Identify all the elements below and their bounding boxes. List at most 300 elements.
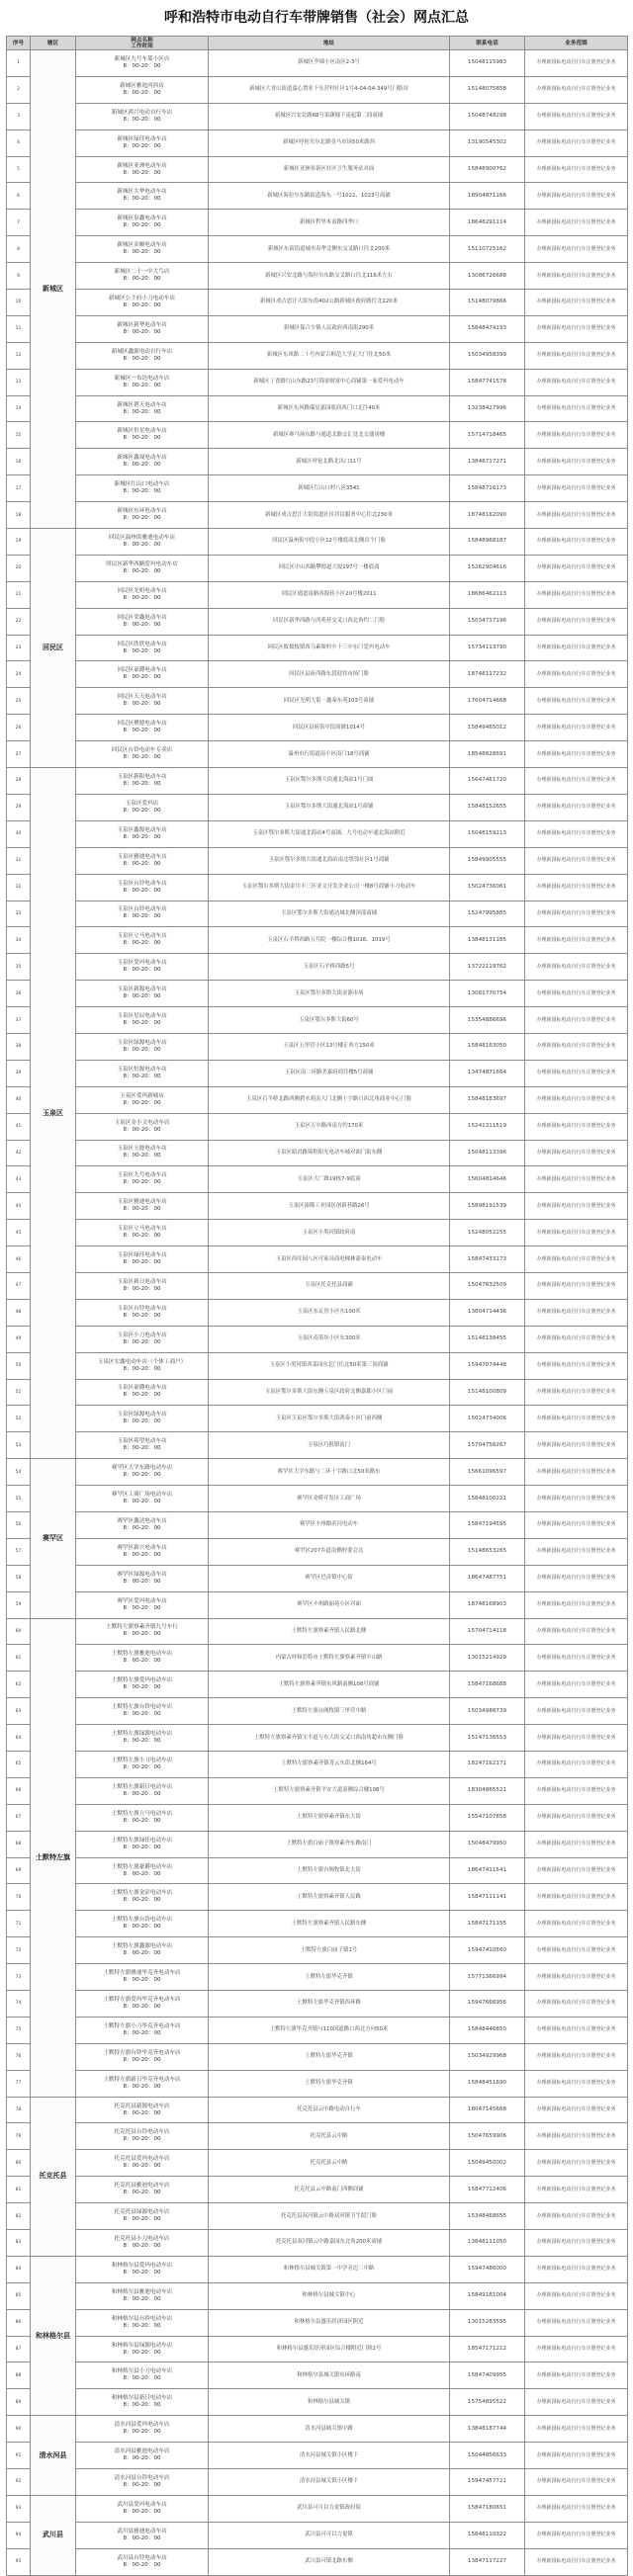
outlet-name-cell (76, 2203, 209, 2230)
business-scope: 办理新国标电动自行车注册登记业务 (525, 2362, 628, 2389)
outlet-name: 新城区恒星电动车店 (117, 428, 167, 435)
outlet-name-cell (76, 1618, 209, 1645)
table-row (7, 581, 628, 608)
outlet-name-cell (76, 1831, 209, 1857)
working-hours: 8：00-20：00 (123, 1844, 161, 1850)
working-hours: 8：00-20：00 (123, 2190, 161, 2196)
business-scope: 办理新国标电动自行车注册登记业务 (525, 76, 628, 103)
table-row (7, 1645, 628, 1672)
business-scope: 办理新国标电动自行车注册登记业务 (525, 927, 628, 954)
outlet-address: 武川县可镇北路东侧 (209, 2548, 450, 2575)
outlet-address: 新城区呼伦北路北出口11号 (209, 449, 450, 475)
business-scope: 办理新国标电动自行车注册登记业务 (525, 1511, 628, 1538)
table-row (7, 1672, 628, 1698)
table-row (7, 1725, 628, 1752)
business-scope: 办理新国标电动自行车注册登记业务 (525, 1007, 628, 1034)
table-row (7, 1565, 628, 1591)
outlet-name-cell (76, 1220, 209, 1246)
outlet-table (6, 36, 628, 2576)
business-scope: 办理新国标电动自行车注册登记业务 (525, 369, 628, 395)
outlet-name-cell (76, 1086, 209, 1113)
table-row (7, 342, 628, 369)
business-scope: 办理新国标电动自行车注册登记业务 (525, 1672, 628, 1698)
outlet-name: 土默特左旗绿源电动车店 (111, 1731, 173, 1738)
business-scope: 办理新国标电动自行车注册登记业务 (525, 2548, 628, 2575)
working-hours: 8：00-20：00 (123, 2216, 161, 2223)
outlet-name-cell (76, 449, 209, 475)
outlet-phone: 15604814646 (450, 1166, 525, 1193)
outlet-name: 赛罕区大学东路电动车店 (111, 1465, 173, 1472)
outlet-name-cell (76, 1777, 209, 1804)
outlet-phone: 15110725162 (450, 236, 525, 263)
business-scope: 办理新国标电动自行车注册登记业务 (525, 1432, 628, 1459)
table-row (7, 395, 628, 422)
business-scope: 办理新国标电动自行车注册登记业务 (525, 874, 628, 901)
row-index: 63 (7, 1698, 31, 1725)
outlet-phone: 18904871166 (450, 183, 525, 210)
row-index: 17 (7, 475, 31, 502)
outlet-name-cell (76, 2097, 209, 2123)
outlet-name-cell (76, 2043, 209, 2070)
business-scope: 办理新国标电动自行车注册登记业务 (525, 1166, 628, 1193)
working-hours: 8：00-20：00 (123, 2561, 161, 2568)
outlet-address: 新城区海拉尔东路街道海东一号1022、1023号商铺 (209, 183, 450, 210)
row-index: 61 (7, 1645, 31, 1672)
outlet-name: 新城区一布达电动车店 (114, 375, 170, 382)
table-body (7, 50, 628, 2576)
working-hours: 8：00-20：00 (123, 647, 161, 654)
working-hours: 8：00-20：00 (123, 1870, 161, 1877)
business-scope: 办理新国标电动自行车注册登记业务 (525, 1220, 628, 1246)
outlet-name: 赛罕区工商广场电动车店 (111, 1492, 173, 1499)
business-scope: 办理新国标电动自行车注册登记业务 (525, 1698, 628, 1725)
outlet-name: 赛罕区新兴电动车店 (117, 1544, 167, 1551)
outlet-address: 玉泉区石羊桥西路5号 (209, 954, 450, 981)
outlet-name-cell (76, 1698, 209, 1725)
outlet-name-cell (76, 688, 209, 715)
working-hours: 8：00-20：00 (123, 2349, 161, 2356)
working-hours: 8：00-20：00 (123, 1312, 161, 1319)
row-index: 83 (7, 2230, 31, 2257)
business-scope: 办理新国标电动自行车注册登记业务 (525, 1406, 628, 1432)
outlet-name: 托克托县雅迪电动车店 (114, 2183, 170, 2190)
table-row (7, 555, 628, 581)
outlet-address: 回民区攸攸板镇西乌素图村中十三中东门爱玛电动车 (209, 635, 450, 661)
outlet-address: 土默特左旗察素齐镇人民路北侧 (209, 1618, 450, 1645)
business-scope: 办理新国标电动自行车注册登记业务 (525, 901, 628, 927)
outlet-name-cell (76, 2416, 209, 2443)
working-hours: 8：00-20：00 (123, 1711, 161, 1718)
working-hours: 8：00-20：00 (123, 2455, 161, 2462)
outlet-name-cell (76, 954, 209, 981)
outlet-phone: 15262904616 (450, 555, 525, 581)
outlet-address: 清水河县城关镇小区楼下 (209, 2469, 450, 2496)
row-index: 10 (7, 290, 31, 316)
outlet-phone: 13848111050 (450, 2230, 525, 2257)
row-index: 7 (7, 210, 31, 236)
outlet-name-cell (76, 1193, 209, 1220)
outlet-address: 新城区保合少镇人民政府西南街290米 (209, 315, 450, 342)
outlet-name-cell (76, 1884, 209, 1911)
table-row (7, 210, 628, 236)
outlet-name: 玉泉区小刀电动车店 (117, 1331, 167, 1338)
row-index: 4 (7, 129, 31, 156)
row-index: 93 (7, 2495, 31, 2522)
outlet-phone: 18047145668 (450, 2097, 525, 2123)
working-hours: 8：00-20：00 (123, 1977, 161, 1984)
row-index: 78 (7, 2097, 31, 2123)
business-scope: 办理新国标电动自行车注册登记业务 (525, 2522, 628, 2548)
table-row (7, 1538, 628, 1565)
row-index: 45 (7, 1220, 31, 1246)
business-scope: 办理新国标电动自行车注册登记业务 (525, 581, 628, 608)
outlet-address: 玉泉区鄂尔多斯大街通北海站1号门面 (209, 768, 450, 795)
outlet-name: 玉泉区雅迪电动车店 (117, 1199, 167, 1206)
outlet-phone: 15348468655 (450, 2203, 525, 2230)
working-hours: 8：00-20：00 (123, 1738, 161, 1745)
outlet-phone: 15048113396 (450, 1140, 525, 1166)
outlet-address: 土默特左旗毕克齐镇西环路 (209, 1991, 450, 2018)
outlet-name: 新城区二十一中大鸟店 (114, 269, 170, 276)
outlet-name: 土默特左旗金彭电动车店 (111, 1890, 173, 1897)
outlet-address: 玉泉区托克托县商铺 (209, 1272, 450, 1299)
district-cell: 武川县 (31, 2495, 76, 2575)
outlet-name: 玉泉区爱玛店 (125, 800, 159, 807)
outlet-name-cell (76, 661, 209, 688)
working-hours: 8：00-20：00 (123, 1684, 161, 1691)
outlet-address: 回民区中山西路攀德道大厦197号一楼底商 (209, 555, 450, 581)
outlet-address: 土默特左旗察素齐镇人民路东侧 (209, 1911, 450, 1937)
row-index: 66 (7, 1777, 31, 1804)
working-hours: 8：00-20：00 (123, 567, 161, 574)
outlet-name: 新城区公主府小刀电动车店 (108, 295, 176, 301)
table-row (7, 1406, 628, 1432)
outlet-phone: 15647461720 (450, 768, 525, 795)
outlet-address: 玉泉区玉泉区鄂尔多斯大街鸿泰小区门前西侧 (209, 1406, 450, 1432)
business-scope: 办理新国标电动自行车注册登记业务 (525, 1379, 628, 1406)
table-row (7, 2443, 628, 2469)
table-row (7, 1140, 628, 1166)
row-index: 80 (7, 2150, 31, 2177)
outlet-address: 新城区哲里木南路四季口 (209, 210, 450, 236)
table-row (7, 1299, 628, 1326)
outlet-name: 赛罕区鑫达电动车店 (117, 1517, 167, 1524)
outlet-address: 武川县可可以力更镇政府街 (209, 2495, 450, 2522)
outlet-address: 新城区赛马场东路与通道北路交汇处北交通岗楼 (209, 422, 450, 449)
outlet-address: 玉泉区五里营小区13号楼正西方150米 (209, 1033, 450, 1060)
outlet-phone: 15034958399 (450, 342, 525, 369)
row-index: 30 (7, 820, 31, 847)
outlet-name-cell (76, 395, 209, 422)
outlet-phone: 18748117232 (450, 661, 525, 688)
outlet-name: 玉泉区绿源电动车店 (117, 1412, 167, 1418)
outlet-name-cell (76, 1140, 209, 1166)
table-row (7, 688, 628, 715)
table-row (7, 1326, 628, 1352)
outlet-name: 玉泉区台铃电动车店 (117, 880, 167, 887)
outlet-address: 赛罕区金桥开发区工商广场 (209, 1486, 450, 1512)
business-scope: 办理新国标电动自行车注册登记业务 (525, 475, 628, 502)
outlet-phone: 17604714668 (450, 688, 525, 715)
table-row (7, 1220, 628, 1246)
outlet-name-cell (76, 1645, 209, 1672)
outlet-phone: 15714718465 (450, 422, 525, 449)
row-index: 53 (7, 1432, 31, 1459)
working-hours: 8：00-20：00 (123, 2534, 161, 2541)
table-row (7, 2495, 628, 2522)
table-row (7, 2389, 628, 2416)
outlet-name-cell (76, 1246, 209, 1273)
working-hours: 8：00-20：00 (123, 1658, 161, 1665)
outlet-name: 玉泉区绿佳电动车店 (117, 1252, 167, 1259)
outlet-name-cell (76, 741, 209, 768)
header-phone: 联系电话 (450, 37, 525, 50)
table-row (7, 76, 628, 103)
row-index: 34 (7, 927, 31, 954)
row-index: 43 (7, 1166, 31, 1193)
outlet-name-cell (76, 2150, 209, 2177)
outlet-phone: 15704714118 (450, 1618, 525, 1645)
working-hours: 8：00-20：00 (123, 2003, 161, 2010)
table-row (7, 1911, 628, 1937)
outlet-phone: 13015283555 (450, 2309, 525, 2336)
outlet-name-cell (76, 156, 209, 183)
outlet-name: 和林格尔县雅迪电动车店 (111, 2288, 173, 2295)
outlet-address: 玉泉区鄂尔多斯大街通达城北侧顶部商铺 (209, 901, 450, 927)
outlet-name-cell (76, 1166, 209, 1193)
outlet-phone: 18686462113 (450, 581, 525, 608)
outlet-name: 新城区鑫源电动自行车店 (111, 348, 173, 355)
outlet-name: 新城区新华电动车店 (117, 321, 167, 328)
outlet-phone: 15848110322 (450, 2522, 525, 2548)
outlet-phone: 15849905555 (450, 847, 525, 874)
outlet-phone: 13848187744 (450, 2416, 525, 2443)
outlet-name: 回民区温州街雅迪电动车店 (108, 534, 176, 541)
outlet-name-cell (76, 768, 209, 795)
outlet-address: 清水河县城关镇小区楼下 (209, 2443, 450, 2469)
outlet-name: 武川县雅迪电动车店 (117, 2528, 167, 2534)
outlet-phone: 15661096597 (450, 1459, 525, 1486)
working-hours: 8：00-20：00 (123, 780, 161, 787)
working-hours: 8：00-20：00 (123, 1499, 161, 1505)
row-index: 49 (7, 1326, 31, 1352)
table-row (7, 1086, 628, 1113)
business-scope: 办理新国标电动自行车注册登记业务 (525, 847, 628, 874)
business-scope: 办理新国标电动自行车注册登记业务 (525, 2123, 628, 2150)
outlet-address: 新城区兴安北路68号果蔬城下南起第二间商铺 (209, 103, 450, 129)
outlet-name: 玉泉区新阳电动车店 (117, 773, 167, 780)
outlet-name-cell (76, 1486, 209, 1512)
table-row (7, 1432, 628, 1459)
outlet-phone: 13722119762 (450, 954, 525, 981)
outlet-address: 托克托县云中路 (209, 2150, 450, 2177)
outlet-address: 玉泉区南茶坊小区东300米 (209, 1326, 450, 1352)
table-row (7, 927, 628, 954)
table-row (7, 1459, 628, 1486)
outlet-name-cell (76, 529, 209, 556)
table-row (7, 1857, 628, 1884)
business-scope: 办理新国标电动自行车注册登记业务 (525, 1618, 628, 1645)
outlet-name-cell (76, 981, 209, 1007)
outlet-name: 玉泉区爱玛新城店 (120, 1092, 164, 1099)
working-hours: 8：00-20：00 (123, 515, 161, 522)
outlet-name-cell (76, 794, 209, 820)
row-index: 39 (7, 1060, 31, 1086)
business-scope: 办理新国标电动自行车注册登记业务 (525, 1591, 628, 1618)
outlet-address: 新城区东风路二十号内蒙古师范大学正大门往北50米 (209, 342, 450, 369)
outlet-address: 玉泉区鄂尔多斯大街60号 (209, 1007, 450, 1034)
outlet-address: 托克托县双河镇云中路嘉园东北角200米商铺 (209, 2230, 450, 2257)
working-hours: 8：00-20：00 (123, 993, 161, 1000)
working-hours: 8：00-20：00 (123, 142, 161, 149)
working-hours: 8：00-20：00 (123, 1073, 161, 1079)
outlet-name: 和林格尔县新日电动车店 (111, 2395, 173, 2402)
business-scope: 办理新国标电动自行车注册登记业务 (525, 529, 628, 556)
outlet-name: 玉泉区爱玛电动车店 (117, 960, 167, 967)
outlet-phone: 13848717271 (450, 449, 525, 475)
header-index: 序号 (7, 37, 31, 50)
outlet-address: 和林格尔县盛乐经济园区综合楼附近门脸2号 (209, 2336, 450, 2362)
outlet-name-cell (76, 1272, 209, 1299)
row-index: 60 (7, 1618, 31, 1645)
working-hours: 8：00-20：00 (123, 196, 161, 203)
outlet-name: 玉泉区宏鑫电动车店（个体工商户） (97, 1358, 187, 1365)
outlet-phone: 13190545302 (450, 129, 525, 156)
row-index: 69 (7, 1857, 31, 1884)
outlet-name: 新城区亚洲电动车店 (117, 162, 167, 169)
row-index: 3 (7, 103, 31, 129)
outlet-name: 清水河县雅迪电动车店 (114, 2448, 170, 2455)
outlet-address: 玉泉区五中路西南方约170米 (209, 1113, 450, 1140)
outlet-address: 新城区兴安北路与海拉尔东路交叉路口往北116米左右 (209, 263, 450, 290)
working-hours: 8：00-20：00 (123, 2375, 161, 2382)
outlet-name-cell (76, 1060, 209, 1086)
business-scope: 办理新国标电动自行车注册登记业务 (525, 2469, 628, 2496)
outlet-name-cell (76, 608, 209, 635)
outlet-name-cell (76, 2389, 209, 2416)
working-hours: 8：00-20：00 (123, 2163, 161, 2170)
outlet-name-cell (76, 2256, 209, 2282)
table-row (7, 1379, 628, 1406)
district-cell: 回民区 (31, 529, 76, 768)
business-scope: 办理新国标电动自行车注册登记业务 (525, 2177, 628, 2203)
outlet-phone: 15148075858 (450, 76, 525, 103)
outlet-address: 玉泉区大厂路19栋7-9底商 (209, 1166, 450, 1193)
business-scope: 办理新国标电动自行车注册登记业务 (525, 1911, 628, 1937)
outlet-address: 玉泉区石羊桥北路西侧碧水苑南大门北侧十字路口西北角商业中心门脸 (209, 1086, 450, 1113)
table-row (7, 1752, 628, 1778)
outlet-address: 和林格尔县城关镇东环路南 (209, 2362, 450, 2389)
outlet-name: 玉泉区雅迪电动车店 (117, 853, 167, 860)
outlet-name: 武川县台铃电动车店 (117, 2554, 167, 2561)
outlet-phone: 13086726688 (450, 263, 525, 290)
outlet-address: 土默特左旗察素齐镇青云东街北侧164号 (209, 1752, 450, 1778)
outlet-phone: 15849465012 (450, 715, 525, 741)
outlet-name-cell (76, 1591, 209, 1618)
table-row (7, 2256, 628, 2282)
outlet-address: 回民区县府西路东段迎宾市场门脸 (209, 661, 450, 688)
business-scope: 办理新国标电动自行车注册登记业务 (525, 2389, 628, 2416)
row-index: 19 (7, 529, 31, 556)
row-index: 25 (7, 688, 31, 715)
table-row (7, 2097, 628, 2123)
outlet-phone: 15024734006 (450, 1406, 525, 1432)
outlet-address: 土默特左旗察素齐镇平安大道南侧综合楼108号 (209, 1777, 450, 1804)
outlet-phone: 15247995885 (450, 901, 525, 927)
business-scope: 办理新国标电动自行车注册登记业务 (525, 555, 628, 581)
working-hours: 8：00-20：00 (123, 222, 161, 229)
business-scope: 办理新国标电动自行车注册登记业务 (525, 1140, 628, 1166)
business-scope: 办理新国标电动自行车注册登记业务 (525, 2495, 628, 2522)
row-index: 28 (7, 768, 31, 795)
table-row (7, 1831, 628, 1857)
outlet-name-cell (76, 2522, 209, 2548)
outlet-address: 土默特左旗察素齐镇东大街 (209, 1804, 450, 1831)
outlet-name-cell (76, 315, 209, 342)
working-hours: 8：00-20：00 (123, 940, 161, 947)
working-hours: 8：00-20：00 (123, 249, 161, 256)
outlet-phone: 15848716173 (450, 475, 525, 502)
outlet-name: 新城区鸿兴电动自行车店 (111, 109, 173, 116)
outlet-phone: 15547107858 (450, 1804, 525, 1831)
working-hours: 8：00-20：00 (123, 1631, 161, 1638)
outlet-phone: 15034929968 (450, 2043, 525, 2070)
outlet-phone: 13804714436 (450, 1299, 525, 1326)
table-row (7, 768, 628, 795)
row-index: 16 (7, 449, 31, 475)
working-hours: 8：00-20：00 (123, 833, 161, 840)
working-hours: 8：00-20：00 (123, 1206, 161, 1213)
outlet-phone: 15947410560 (450, 1937, 525, 1964)
outlet-name-cell (76, 1033, 209, 1060)
district-cell: 玉泉区 (31, 768, 76, 1459)
table-row (7, 1618, 628, 1645)
working-hours: 8：00-20：00 (123, 2508, 161, 2515)
business-scope: 办理新国标电动自行车注册登记业务 (525, 129, 628, 156)
table-row (7, 2123, 628, 2150)
outlet-phone: 18748168903 (450, 1591, 525, 1618)
table-row (7, 1193, 628, 1220)
row-index: 13 (7, 369, 31, 395)
outlet-name-cell (76, 2123, 209, 2150)
row-index: 38 (7, 1033, 31, 1060)
outlet-phone: 18548628691 (450, 741, 525, 768)
row-index: 9 (7, 263, 31, 290)
outlet-name: 土默特左旗绿佳电动车店 (111, 1837, 173, 1844)
row-index: 46 (7, 1246, 31, 1273)
business-scope: 办理新国标电动自行车注册登记业务 (525, 1884, 628, 1911)
business-scope: 办理新国标电动自行车注册登记业务 (525, 1086, 628, 1113)
business-scope: 办理新国标电动自行车注册登记业务 (525, 1299, 628, 1326)
table-row (7, 1804, 628, 1831)
outlet-name: 玉泉区台铃电动车店 (117, 1305, 167, 1312)
business-scope: 办理新国标电动自行车注册登记业务 (525, 820, 628, 847)
district-cell: 新城区 (31, 50, 76, 529)
district-cell: 土默特左旗 (31, 1618, 76, 2097)
outlet-address: 玉泉区南二环路美嘉府商住楼5号商铺 (209, 1060, 450, 1086)
business-scope: 办理新国标电动自行车注册登记业务 (525, 1991, 628, 2018)
outlet-name: 玉泉区新源电动车店 (117, 987, 167, 993)
table-row (7, 2230, 628, 2257)
outlet-name-cell (76, 2362, 209, 2389)
outlet-address: 玉泉区鄂尔多斯大街东侧玉泉区政府北侧嘉郡小区门前 (209, 1379, 450, 1406)
table-row (7, 715, 628, 741)
header-name-hours: 网点名称 工作时间 (76, 37, 209, 50)
working-hours: 8：00-20：00 (123, 728, 161, 734)
outlet-address: 玉泉区小黑河镇西菜园东北门往北50米第三间商铺 (209, 1352, 450, 1379)
row-index: 27 (7, 741, 31, 768)
outlet-phone: 15024736061 (450, 874, 525, 901)
